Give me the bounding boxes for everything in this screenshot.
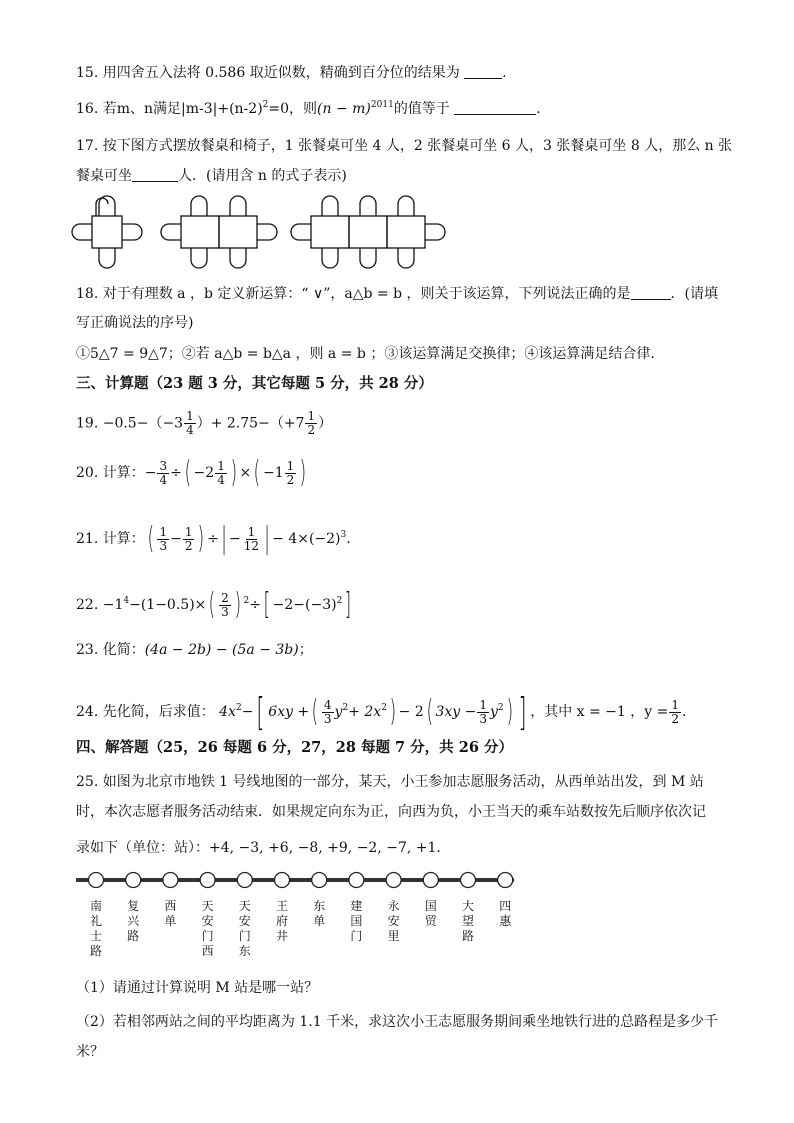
- question-18-line1: 18. 对于有理数 a ，b 定义新运算：“ ∨”，a△b = b ，则关于该运算，下列说法正确的是 ．(请填: [76, 286, 718, 302]
- station-label: 天安门东: [238, 899, 251, 958]
- question-25-line3: 录如下（单位：站）：+4, −3, +6, −8, +9, −2, −7, +1．: [76, 840, 451, 856]
- station-label: 国贸: [424, 899, 437, 928]
- question-15-text: 15. 用四舍五入法将 0.586 取近似数，精确到百分位的结果为: [76, 65, 460, 81]
- question-25-line2: 时，本次志愿者服务活动结束．如果规定向东为正，向西为负，小王当天的乘车站数按先后顺序依次记: [76, 804, 706, 820]
- question-20: 20. 计算：− $\frac{3}{4}$ ÷( −2 $\frac{1}{4}$ ) ×( −1 $\frac{1}{2}$ ): [76, 455, 307, 490]
- question-25-sub1: （1）请通过计算说明 M 站是哪一站？: [76, 980, 319, 996]
- station-marker: [461, 873, 476, 888]
- subway-line-map: [74, 868, 520, 964]
- question-17-line2: 餐桌可坐 人．(请用含 n 的式子表示): [76, 168, 347, 184]
- table-1-1: [92, 216, 122, 248]
- station-marker: [163, 873, 178, 888]
- station-label: 南礼士路: [89, 899, 103, 958]
- question-25-sub2-line1: （2）若相邻两站之间的平均距离为 1.1 千米，求这次小王志愿服务期间乘坐地铁行进的总路程是多少千: [76, 1014, 719, 1030]
- station-label: 西单: [164, 899, 177, 928]
- question-17-line1: 17. 按下图方式摆放餐桌和椅子，1 张餐桌可坐 4 人，2 张餐桌可坐 6 人，3 张餐桌可坐 8 人，那么 n 张: [76, 138, 733, 154]
- station-label: 永安里: [387, 899, 400, 943]
- answer-blank: [132, 167, 178, 182]
- station-marker: [200, 873, 215, 888]
- question-23: 23. 化简：(4a − 2b) − (5a − 3b)；: [76, 642, 313, 658]
- tables-chairs-figure: [70, 190, 450, 274]
- station-marker: [275, 873, 290, 888]
- answer-blank: [631, 285, 671, 300]
- question-18-line2: 写正确说法的序号): [76, 315, 194, 331]
- question-25-line1: 25. 如图为北京市地铁 1 号线地图的一部分，某天，小王参加志愿服务活动，从西单站出发，到 M 站: [76, 774, 704, 790]
- station-marker: [89, 873, 104, 888]
- section-3-heading: 三、计算题（23 题 3 分，其它每题 5 分，共 28 分）: [76, 375, 433, 392]
- station-marker: [386, 873, 401, 888]
- station-marker: [423, 873, 438, 888]
- question-24: 24. 先化简，后求值： $4x^2-$[ 6xy +( $\frac{4}{3}$ $y^2+ 2x^2) - 2$( 3xy − $\frac{1}{3}$ $y^2$) ] ，其中 x = −1 ，y = $\frac{1}{2}$ .: [76, 690, 687, 734]
- station-marker: [126, 873, 141, 888]
- station-marker: [312, 873, 327, 888]
- station-label: 复兴路: [127, 899, 140, 943]
- station-label: 建国门: [350, 899, 363, 943]
- answer-blank: [464, 64, 502, 79]
- station-label: 四惠: [499, 899, 512, 928]
- question-15: 15. 用四舍五入法将 0.586 取近似数，精确到百分位的结果为 .: [76, 65, 507, 81]
- station-label: 大望路: [461, 899, 475, 943]
- question-22: 22. $-1^4-(1-0.5)\times$( $\frac{2}{3}$ ) $^2\div[ -2-(-3)^2]$: [76, 587, 352, 622]
- section-4-heading: 四、解答题（25，26 每题 6 分，27，28 每题 7 分，共 26 分）: [76, 739, 513, 756]
- question-21: 21. 计算：( $\frac{1}{3}$ − $\frac{1}{2}$ ) ÷| − $\frac{1}{12}$ | − $4\times(-2)^3$.: [76, 521, 351, 556]
- question-19: 19. −0.5−（−3 $\frac{1}{4}$ ）+ 2.75−（+7 $\frac{1}{2}$ ）: [76, 409, 333, 437]
- station-marker: [498, 873, 513, 888]
- question-25-sub2-line2: 米？: [76, 1044, 104, 1060]
- station-label: 天安门西: [201, 899, 214, 958]
- question-16: 16. 若m、n满足$|m-3|+(n-2)^2=0$，则$(n - m)^{2011}$的值等于 .: [76, 100, 541, 117]
- answer-blank: [454, 100, 536, 115]
- station-marker: [349, 873, 364, 888]
- station-label: 东单: [313, 899, 326, 928]
- question-18-options: ①5△7 = 9△7；②若 a△b = b△a ，则 a = b ；③该运算满足交换律；④该运算满足结合律．: [76, 346, 665, 362]
- station-marker: [237, 873, 252, 888]
- station-label: 王府井: [275, 899, 289, 943]
